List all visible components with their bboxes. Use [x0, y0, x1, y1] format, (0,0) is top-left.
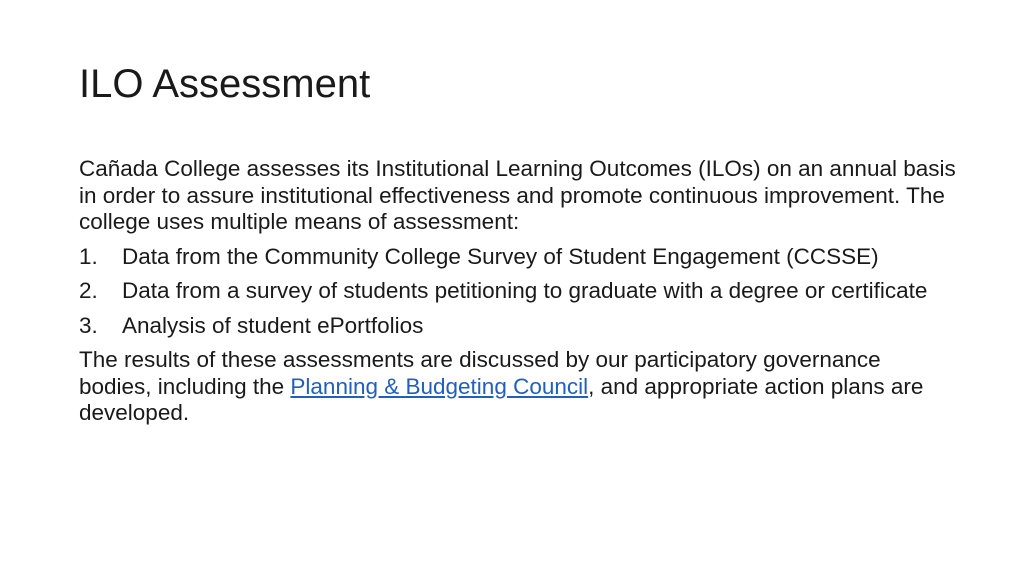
list-item-text: Analysis of student ePortfolios: [122, 312, 424, 338]
closing-paragraph: [79, 347, 959, 427]
list-item: [79, 244, 959, 271]
closing-text-before-link: The results of these assessments are discussed by our participatory governance bodies, including the: [79, 347, 881, 399]
intro-paragraph: Cañada College assesses its Institutional Learning Outcomes (ILOs) on an annual basis in order to assure institutional effectiveness and promote continuous improvement. The college uses multiple means of assessment:: [79, 156, 956, 234]
list-item-number: 3.: [79, 312, 98, 338]
assessment-list: [79, 244, 959, 340]
list-item-number: 2.: [79, 278, 98, 303]
slide-body: [79, 156, 959, 435]
slide-title: ILO Assessment: [79, 62, 371, 106]
planning-budgeting-council-link[interactable]: Planning & Budgeting Council: [290, 373, 589, 399]
list-item-text: Data from a survey of students petitioning to graduate with a degree or certificate: [122, 278, 928, 303]
list-item: [79, 313, 959, 340]
list-item-text: Data from the Community College Survey of Student Engagement (CCSSE): [122, 243, 879, 269]
closing-text-after-link: , and appropriate action plans are developed.: [79, 373, 924, 425]
list-item-number: 1.: [79, 243, 98, 269]
list-item: [79, 278, 959, 305]
